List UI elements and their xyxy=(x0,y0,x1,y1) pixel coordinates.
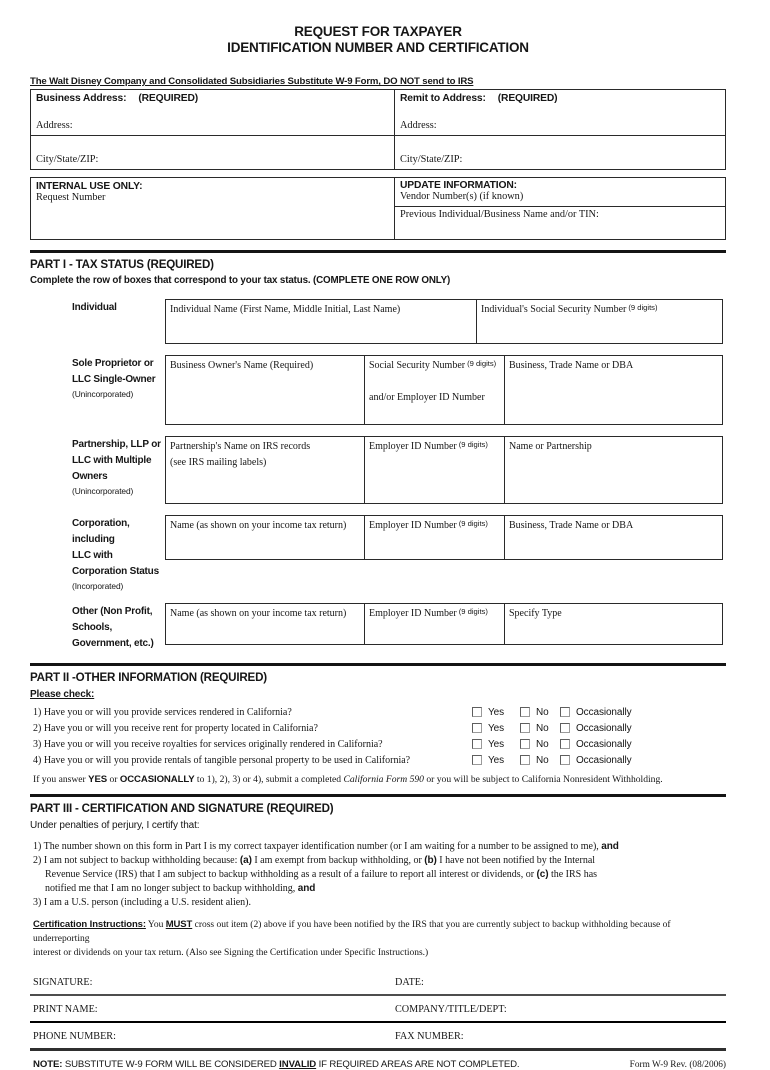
text-segment: interest or dividends on your tax return. (Also see Signing the Certification under Specific Instructions.) xyxy=(33,948,429,958)
text-segment: to 1), 2), 3) or 4), submit a completed xyxy=(194,774,344,785)
option-group xyxy=(520,755,560,766)
form-subtitle: The Walt Disney Company and Consolidated Subsidiaries Substitute W-9 Form, DO NOT send to IRS xyxy=(30,76,474,87)
internal-use-table xyxy=(30,177,726,240)
field-caption: Business, Trade Name or DBA xyxy=(509,520,634,531)
signature-row xyxy=(30,1031,726,1051)
question-options xyxy=(472,755,726,766)
signature-field-label: PHONE NUMBER: xyxy=(33,1031,116,1042)
digits-hint: (9 digits) xyxy=(458,519,488,528)
certification-item-line xyxy=(30,896,726,910)
checkbox-label: Occasionally xyxy=(576,706,632,718)
checkbox-label: No xyxy=(536,738,549,750)
signature-field-label: FAX NUMBER: xyxy=(395,1031,464,1042)
tax-status-box xyxy=(165,603,723,645)
tax-status-label-line: Government, etc.) xyxy=(72,638,154,649)
digits-hint: (9 digits) xyxy=(628,303,658,312)
checkbox-occasionally-q2[interactable] xyxy=(560,723,570,733)
form-field-cell[interactable] xyxy=(504,356,722,424)
section-rule-part3 xyxy=(30,794,726,797)
question-options xyxy=(472,739,726,750)
form-field-cell[interactable] xyxy=(364,356,504,424)
signature-field-label: DATE: xyxy=(395,977,424,988)
question-options xyxy=(472,707,726,718)
section-rule-part1 xyxy=(30,250,726,253)
form-title xyxy=(30,24,726,56)
checkbox-no-q2[interactable] xyxy=(520,723,530,733)
internal-use-field[interactable] xyxy=(31,178,394,239)
tax-status-row xyxy=(30,299,726,344)
tax-status-label-line: Individual xyxy=(72,302,117,313)
field-caption: Employer ID Number $^{(9 digits)}$ xyxy=(369,440,488,452)
question-options xyxy=(472,723,726,734)
checkbox-yes-q4[interactable] xyxy=(472,755,482,765)
tax-status-label-line: LLC with Multiple Owners xyxy=(72,455,152,482)
form-field-cell[interactable] xyxy=(166,300,476,343)
field-caption: Employer ID Number $^{(9 digits)}$ xyxy=(369,607,488,619)
field-caption: (see IRS mailing labels) xyxy=(170,457,267,468)
tax-status-label-line: LLC with Corporation Status xyxy=(72,550,159,577)
tax-status-row xyxy=(30,515,726,592)
tax-status-box xyxy=(165,436,723,504)
field-caption: Specify Type xyxy=(509,608,562,619)
text-segment: You xyxy=(145,920,166,930)
text-segment: NOTE: xyxy=(33,1059,63,1070)
internal-use-header: INTERNAL USE ONLY: xyxy=(36,181,143,192)
text-segment: IF REQUIRED AREAS ARE NOT COMPLETED. xyxy=(316,1059,520,1070)
tax-status-row xyxy=(30,436,726,504)
checkbox-yes-q3[interactable] xyxy=(472,739,482,749)
question-row xyxy=(30,720,726,736)
text-segment: 1) The number shown on this form in Part I is my correct taxpayer identification number (or I am waiting for a number to be assigned to me), xyxy=(33,841,602,852)
field-caption: Name (as shown on your income tax return) xyxy=(170,608,347,619)
checkbox-label: Yes xyxy=(488,706,505,718)
question-text: 1) Have you or will you provide services rendered in California? xyxy=(33,706,292,718)
checkbox-occasionally-q3[interactable] xyxy=(560,739,570,749)
digits-hint: (9 digits) xyxy=(467,359,497,368)
text-segment: Revenue Service (IRS) that I am subject to backup withholding as a result of a failure to report all interest or dividends, or xyxy=(45,869,537,880)
text-segment: (a) xyxy=(239,855,252,866)
certification-item-line xyxy=(30,882,726,896)
signature-field-label: COMPANY/TITLE/DEPT: xyxy=(395,1004,507,1015)
signature-fill-line[interactable] xyxy=(30,1048,726,1051)
tax-status-label-line: Partnership, LLP or xyxy=(72,439,161,450)
text-segment: and xyxy=(601,841,619,852)
part1-subheading: Complete the row of boxes that correspond to your tax status. (COMPLETE ONE ROW ONLY) xyxy=(30,275,451,286)
signature-row xyxy=(30,977,726,996)
checkbox-label: Yes xyxy=(488,754,505,766)
form-field-cell[interactable] xyxy=(504,604,722,644)
invalid-note xyxy=(30,1059,519,1070)
form-field-cell[interactable] xyxy=(504,437,722,503)
option-group xyxy=(472,739,520,750)
checkbox-no-q4[interactable] xyxy=(520,755,530,765)
text-segment: or xyxy=(107,774,120,785)
signature-fill-line[interactable] xyxy=(30,994,726,996)
business-address-header xyxy=(36,93,389,104)
part1-rows xyxy=(30,299,726,652)
remit-address-header xyxy=(400,93,720,104)
form-field-cell[interactable] xyxy=(166,356,364,424)
field-caption: Name or Partnership xyxy=(509,441,592,452)
request-number-label: Request Number xyxy=(36,192,106,203)
signature-field-label: PRINT NAME: xyxy=(33,1004,98,1015)
certification-item-line xyxy=(30,868,726,882)
tax-status-label-line: Sole Proprietor or xyxy=(72,358,154,369)
section-rule-part2 xyxy=(30,663,726,666)
text-segment: California Form 590 xyxy=(343,774,424,785)
checkbox-yes-q2[interactable] xyxy=(472,723,482,733)
remit-city-field[interactable] xyxy=(394,135,725,169)
certification-instructions xyxy=(30,918,726,960)
form-revision-label: Form W-9 Rev. (08/2006) xyxy=(629,1060,726,1070)
option-group xyxy=(560,723,726,734)
tax-status-row xyxy=(30,603,726,652)
text-segment: the IRS has xyxy=(548,869,598,880)
option-group xyxy=(472,723,520,734)
option-group xyxy=(560,739,726,750)
field-caption: Partnership's Name on IRS records xyxy=(170,441,311,452)
text-segment: I have not been notified by the Internal xyxy=(436,855,596,866)
text-segment: If you answer xyxy=(33,774,89,785)
form-field-cell[interactable] xyxy=(166,604,364,644)
tax-status-box xyxy=(165,355,723,425)
part1-heading: PART I - TAX STATUS (REQUIRED) xyxy=(30,258,214,271)
certification-item-line xyxy=(30,840,726,854)
text-segment: 3) I am a U.S. person (including a U.S. resident alien). xyxy=(33,897,252,908)
tax-status-label-note: (Unincorporated) xyxy=(72,486,134,496)
tax-status-label-line: Other (Non Profit, Schools, xyxy=(72,606,153,633)
checkbox-occasionally-q1[interactable] xyxy=(560,707,570,717)
option-group xyxy=(472,755,520,766)
certification-items xyxy=(30,840,726,910)
form-field-cell[interactable] xyxy=(166,516,364,559)
signature-field-label: SIGNATURE: xyxy=(33,977,93,988)
form-title-line1: REQUEST FOR TAXPAYER xyxy=(294,24,462,39)
form-field-cell[interactable] xyxy=(364,437,504,503)
remit-address-required: (REQUIRED) xyxy=(497,93,558,104)
text-segment: YES xyxy=(88,774,108,785)
tax-status-box xyxy=(165,299,723,344)
footer-row xyxy=(30,1059,726,1070)
form-field-cell[interactable] xyxy=(504,516,722,559)
checkbox-label: No xyxy=(536,722,549,734)
field-caption: Employer ID Number $^{(9 digits)}$ xyxy=(369,519,488,531)
tax-status-label xyxy=(30,515,165,592)
checkbox-no-q1[interactable] xyxy=(520,707,530,717)
field-caption: Individual Name (First Name, Middle Initial, Last Name) xyxy=(170,304,401,315)
remit-address-label: Remit to Address: xyxy=(400,93,486,104)
checkbox-label: No xyxy=(536,706,549,718)
signature-row xyxy=(30,1004,726,1023)
text-segment: SUBSTITUTE W-9 FORM WILL BE CONSIDERED xyxy=(62,1059,280,1070)
tax-status-label-note: (Incorporated) xyxy=(72,581,124,591)
form-field-cell[interactable] xyxy=(166,437,364,503)
remit-address-field[interactable] xyxy=(394,90,725,135)
option-group xyxy=(560,707,726,718)
previous-name-label: Previous Individual/Business Name and/or TIN: xyxy=(400,209,599,220)
text-segment: (b) xyxy=(424,855,437,866)
tax-status-row xyxy=(30,355,726,425)
question-text: 4) Have you or will you provide rentals of tangible personal property to be used in California? xyxy=(33,754,411,766)
tax-status-label xyxy=(30,299,165,344)
digits-hint: (9 digits) xyxy=(458,607,488,616)
question-row xyxy=(30,752,726,768)
remit-address-line-label: Address: xyxy=(400,120,437,131)
checkbox-label: Occasionally xyxy=(576,738,632,750)
tax-status-label xyxy=(30,355,165,425)
checkbox-label: Occasionally xyxy=(576,722,632,734)
field-caption: Business Owner's Name (Required) xyxy=(170,360,314,371)
field-caption: Business, Trade Name or DBA xyxy=(509,360,634,371)
text-segment: 2) I am not subject to backup withholding because: xyxy=(33,855,240,866)
part2-questions xyxy=(30,704,726,768)
tax-status-label xyxy=(30,436,165,504)
signature-block xyxy=(30,977,726,1051)
remit-city-label: City/State/ZIP: xyxy=(400,154,463,165)
text-segment: INVALID xyxy=(279,1059,317,1070)
checkbox-yes-q1[interactable] xyxy=(472,707,482,717)
part3-heading: PART III - CERTIFICATION AND SIGNATURE (REQUIRED) xyxy=(30,802,334,815)
tax-status-label xyxy=(30,603,165,652)
text-segment: cross out item (2) above if you have been notified by the IRS that you are currently subject to backup withholding because of underreporting xyxy=(33,920,671,944)
field-caption: Name (as shown on your income tax return) xyxy=(170,520,347,531)
tax-status-label-line: LLC Single-Owner xyxy=(72,374,156,385)
business-address-field[interactable] xyxy=(31,90,394,135)
question-row xyxy=(30,704,726,720)
form-field-cell[interactable] xyxy=(364,516,504,559)
part2-heading: PART II -OTHER INFORMATION (REQUIRED) xyxy=(30,671,267,684)
form-page xyxy=(30,0,726,1070)
perjury-intro: Under penalties of perjury, I certify that: xyxy=(30,820,200,831)
tax-status-label-line: Corporation, including xyxy=(72,518,130,545)
text-segment: notified me that I am no longer subject to backup withholding, xyxy=(45,883,298,894)
field-caption: Social Security Number $^{(9 digits)}$ xyxy=(369,359,497,371)
option-group xyxy=(560,755,726,766)
vendor-number-label: Vendor Number(s) (if known) xyxy=(400,191,524,202)
vendor-number-field[interactable] xyxy=(394,178,725,206)
text-segment: MUST xyxy=(165,919,193,930)
digits-hint: (9 digits) xyxy=(458,440,488,449)
option-group xyxy=(520,723,560,734)
text-segment: I am exempt from backup withholding, or xyxy=(251,855,425,866)
form-title-line2: IDENTIFICATION NUMBER AND CERTIFICATION xyxy=(227,40,529,55)
option-group xyxy=(520,707,560,718)
text-segment: Certification Instructions: xyxy=(33,919,146,930)
certification-instructions-line xyxy=(30,946,726,960)
business-city-label: City/State/ZIP: xyxy=(36,154,99,165)
question-text: 3) Have you or will you receive royalties for services originally rendered in California? xyxy=(33,738,383,750)
checkbox-occasionally-q4[interactable] xyxy=(560,755,570,765)
option-group xyxy=(472,707,520,718)
text-segment: (c) xyxy=(536,869,549,880)
option-group xyxy=(520,739,560,750)
text-segment: or you will be subject to California Nonresident Withholding. xyxy=(423,774,663,785)
certification-instructions-line xyxy=(30,918,726,946)
form-field-cell[interactable] xyxy=(476,300,722,343)
text-segment: and xyxy=(297,883,316,894)
field-caption xyxy=(369,374,500,390)
field-caption: Individual's Social Security Number $^{(9 digits)}$ xyxy=(481,303,658,315)
tax-status-label-note: (Unincorporated) xyxy=(72,389,134,399)
checkbox-label: Yes xyxy=(488,738,505,750)
checkbox-label: Yes xyxy=(488,722,505,734)
business-address-required: (REQUIRED) xyxy=(138,93,199,104)
certification-item-line xyxy=(30,854,726,868)
business-address-label: Business Address: xyxy=(36,93,127,104)
checkbox-label: No xyxy=(536,754,549,766)
form-field-cell[interactable] xyxy=(364,604,504,644)
signature-fill-line[interactable] xyxy=(30,1021,726,1023)
business-city-field[interactable] xyxy=(31,135,394,169)
question-text: 2) Have you or will you receive rent for property located in California? xyxy=(33,722,318,734)
part2-tail-note xyxy=(30,774,726,785)
checkbox-no-q3[interactable] xyxy=(520,739,530,749)
update-information-header: UPDATE INFORMATION: xyxy=(400,180,517,191)
question-row xyxy=(30,736,726,752)
please-check-label: Please check: xyxy=(30,689,95,700)
address-table xyxy=(30,89,726,170)
tax-status-box xyxy=(165,515,723,560)
text-segment: OCCASIONALLY xyxy=(119,774,195,785)
checkbox-label: Occasionally xyxy=(576,754,632,766)
field-caption: and/or Employer ID Number xyxy=(369,392,485,403)
business-address-line-label: Address: xyxy=(36,120,73,131)
previous-name-field[interactable] xyxy=(394,206,725,239)
